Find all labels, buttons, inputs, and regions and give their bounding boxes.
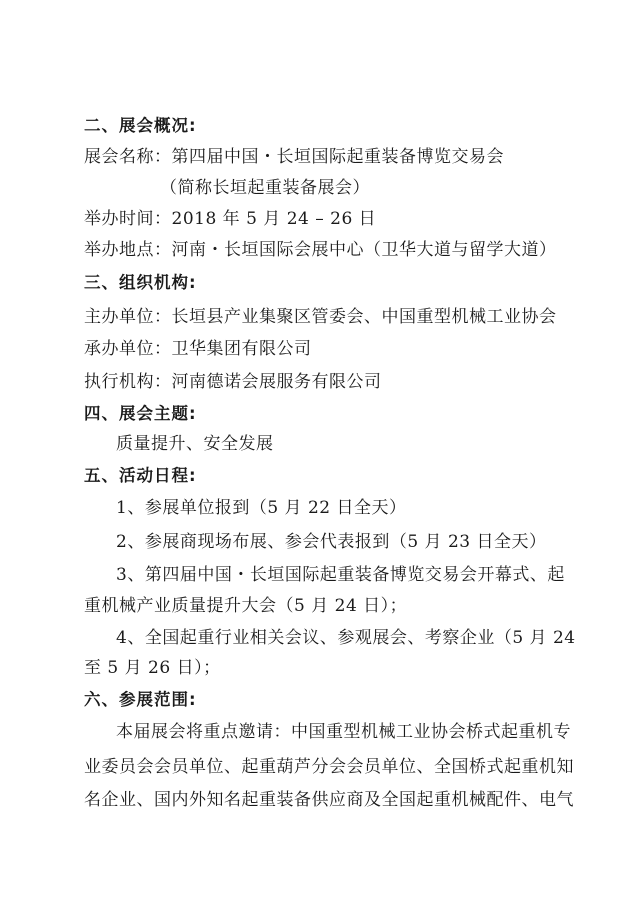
exhibition-place: 举办地点：河南・长垣国际会展中心（卫华大道与留学大道） — [84, 240, 557, 260]
co-organizer: 承办单位：卫华集团有限公司 — [84, 339, 312, 359]
section-heading-organization: 三、组织机构: — [84, 273, 197, 292]
exhibition-abbreviation: （简称长垣起重装备展会） — [160, 178, 370, 198]
exhibition-theme: 质量提升、安全发展 — [116, 434, 274, 454]
scope-paragraph-line-3: 名企业、国内外知名起重装备供应商及全国起重机械配件、电气 — [84, 790, 574, 810]
section-heading-theme: 四、展会主题: — [84, 404, 197, 423]
scope-paragraph-line-1: 本届展会将重点邀请：中国重型机械工业协会桥式起重机专 — [116, 722, 571, 742]
executive-agency: 执行机构：河南德诺会展服务有限公司 — [84, 372, 382, 392]
section-heading-schedule: 五、活动日程: — [84, 466, 197, 485]
exhibition-time: 举办时间：2018 年 5 月 24 – 26 日 — [84, 209, 377, 229]
schedule-item-3-line-2: 重机械产业质量提升大会（5 月 24 日）； — [84, 596, 408, 616]
exhibition-name: 展会名称：第四届中国・长垣国际起重装备博览交易会 — [84, 147, 504, 167]
scope-paragraph-line-2: 业委员会会员单位、起重葫芦分会会员单位、全国桥式起重机知 — [84, 757, 574, 777]
host-organization: 主办单位：长垣县产业集聚区管委会、中国重型机械工业协会 — [84, 307, 557, 327]
schedule-item-4-line-2: 至 5 月 26 日）； — [84, 658, 221, 678]
section-heading-scope: 六、参展范围: — [84, 690, 197, 709]
schedule-item-4-line-1: 4、全国起重行业相关会议、参观展会、考察企业（5 月 24 — [116, 628, 576, 648]
schedule-item-1: 1、参展单位报到（5 月 22 日全天） — [116, 498, 407, 518]
schedule-item-3-line-1: 3、第四届中国・长垣国际起重装备博览交易会开幕式、起 — [116, 565, 565, 585]
schedule-item-2: 2、参展商现场布展、参会代表报到（5 月 23 日全天） — [116, 532, 547, 552]
section-heading-overview: 二、展会概况: — [84, 116, 197, 135]
